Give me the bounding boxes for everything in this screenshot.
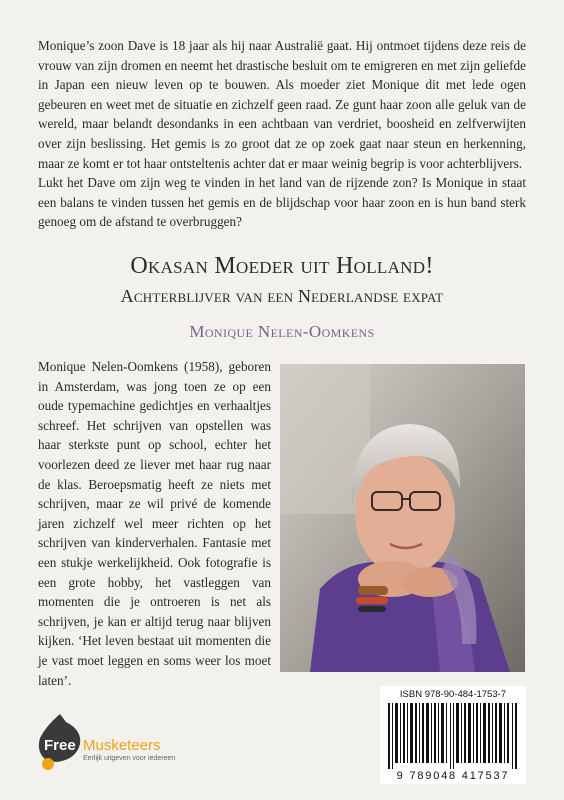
publisher-tagline: Eerlijk uitgeven voor iedereen <box>83 755 176 762</box>
author-photo <box>280 364 525 672</box>
blurb-paragraph-2: Lukt het Dave om zijn weg te vinden in het land van de rijzende zon? Is Monique in staat een balans te vinden tussen het gemis en de blijdschap voor haar zoon en is hun band sterk genoeg om de afstand te overbruggen? <box>38 175 526 230</box>
isbn-digits: 9 789048 417537 <box>396 770 510 782</box>
author-name: Monique Nelen-Oomkens <box>189 322 375 341</box>
isbn-barcode <box>380 686 526 784</box>
publisher-musketeers: Musketeers <box>83 737 161 754</box>
blurb-paragraph-1: Monique’s zoon Dave is 18 jaar als hij naar Australië gaat. Hij ontmoet tijdens deze reis de vrouw van zijn dromen en neemt het drastische besluit om te emigreren en met zijn geliefde in Japan een nieuw leven op te bouwen. Als moeder ziet Monique dit met lede ogen gebeuren en weet met de situatie en zichzelf geen raad. Ze gunt haar zoon alle geluk van de wereld, maar belandt desondanks in een achtbaan van verdriet, boosheid en zelfverwijten over zijn beslissing. Het gemis is zo groot dat ze op zoek gaat naar steun en herkenning, maar ze komt er tot haar ontsteltenis achter dat er maar weinig begrip is voor achterblijvers. <box>38 38 526 171</box>
isbn-label: ISBN 978-90-484-1753-7 <box>399 689 507 700</box>
book-subtitle: Achterblijver van een Nederlandse expat <box>120 286 444 306</box>
publisher-free: Free <box>44 737 76 754</box>
book-title: Okasan Moeder uit Holland! <box>130 253 434 279</box>
author-bio: Monique Nelen-Oomkens (1958), geboren in Amsterdam, was jong toen ze op een oude typemachine gedichtjes en verhaaltjes schreef. Het schrijven van opstellen was haar sterkste punt op school, echter het voorlezen deed ze liever met haar rug naar de klas. Beroepsmatig heeft ze niets met schrijven, maar ze wil privé de komende jaren zichzelf wel meer richten op het schrijven van kinderverhalen. Fantasie met een stukje werkelijkheid. Ook fotografie is een grote hobby, het vastleggen van momenten die je ontroeren is net als schrijven, je kan er altijd terug naar blijven kijken. ‘Het leven bestaat uit momenten die je vast moet leggen en soms weer los moet laten’. <box>38 359 271 688</box>
blurb <box>38 36 526 232</box>
publisher-logo <box>36 712 196 772</box>
barcode-bars <box>386 703 520 769</box>
